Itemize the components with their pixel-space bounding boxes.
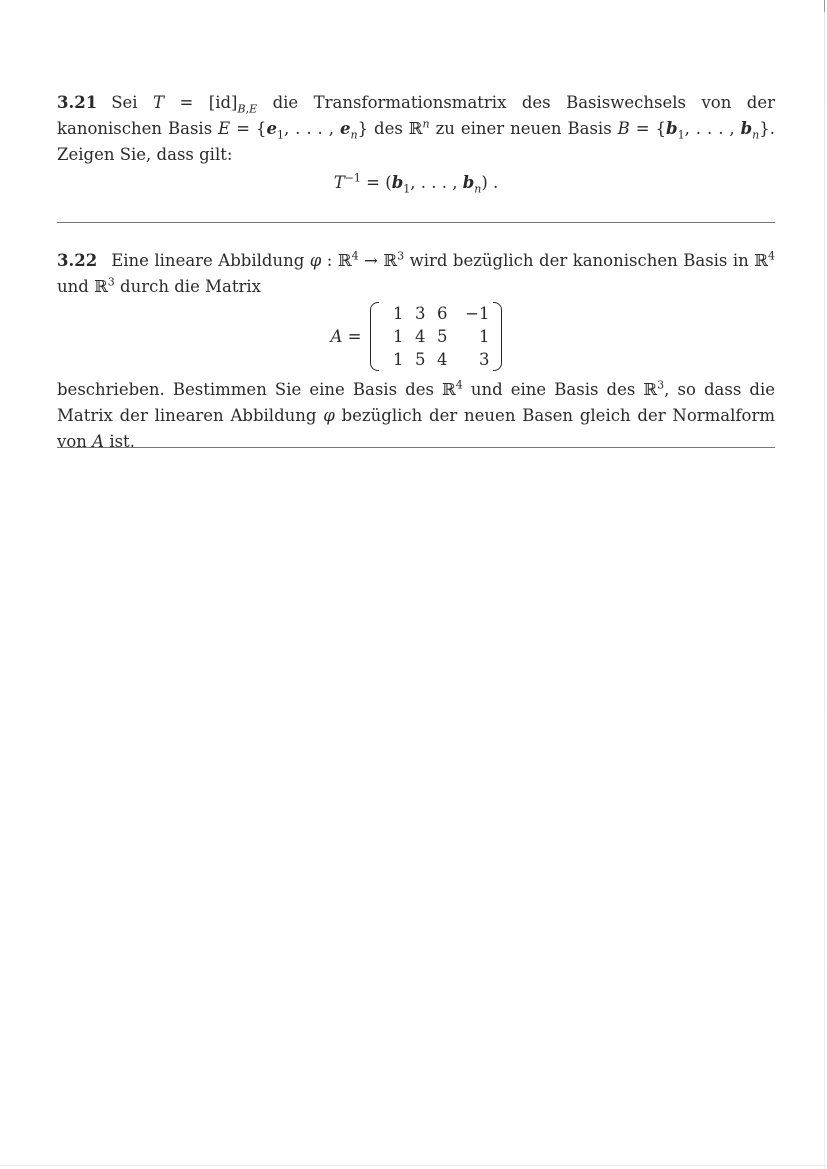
matrix-cell: 6	[437, 304, 448, 323]
separator-line	[57, 222, 775, 223]
matrix-cell: 5	[437, 327, 448, 346]
matrix-cell: 5	[415, 350, 426, 369]
problem-number: 3.21	[57, 93, 98, 112]
display-equation: $T^{-1} = (b_1$, . . . , $b_n$) .	[333, 171, 499, 196]
math-inline: ℝ$^3$	[643, 378, 665, 399]
matrix-cell: 1	[393, 304, 404, 323]
problem-3-22-statement: 3.22 Eine lineare Abbildung φ : ℝ$^4$ → ℝ$^3$ wird bezüglich der kanonischen Basis in ℝ$^4$ und ℝ$^3$ durch die Matrix	[57, 249, 775, 296]
math-inline: ℝ$^4$	[442, 378, 463, 399]
matrix-cell: 3	[415, 304, 426, 323]
math-inline: $T = [id]_{B,E}$	[153, 93, 258, 116]
right-bracket	[493, 302, 502, 371]
math-inline: φ	[323, 406, 335, 425]
separator-line	[57, 447, 775, 448]
matrix-cell: 4	[437, 350, 448, 369]
matrix-cell: 4	[415, 327, 426, 346]
matrix-equation	[57, 302, 775, 371]
scan-edge-bottom	[0, 1165, 827, 1166]
math-inline: ℝ$^3$	[94, 275, 115, 296]
scan-edge	[824, 0, 825, 1169]
math-inline: ℝ$^4$	[754, 249, 775, 270]
problem-3-22	[57, 248, 775, 455]
problem-number: 3.22	[57, 251, 98, 270]
math-inline: ℝ$^n$	[408, 117, 430, 138]
matrix-cell: 1	[479, 327, 490, 346]
matrix-cell: 1	[393, 350, 404, 369]
problem-3-21	[57, 90, 775, 200]
matrix-cell: −1	[465, 304, 490, 323]
matrix-label: A =	[330, 326, 362, 346]
matrix-cell: 1	[393, 327, 404, 346]
problem-3-21-statement: 3.21 Sei $T = [id]_{B,E}$ die Transformationsmatrix des Basiswechsels von der kanonischen Basis $E = \{e_1$, . . . , $e_n$} des ℝ$^n$ zu einer neuen Basis $B = \{b_1$, . . . , $b_n$}. Zeigen Sie, dass gilt:	[57, 93, 776, 164]
math-inline: A	[92, 432, 105, 451]
math-inline: $B = \{b_1$, . . . , $b_n$}	[617, 119, 770, 142]
matrix-cell: 3	[479, 350, 490, 369]
math-inline: $E = \{e_1$, . . . , $e_n$}	[218, 119, 369, 142]
left-bracket	[370, 302, 379, 371]
math-inline: φ : ℝ$^4$ → ℝ$^3$	[309, 249, 405, 270]
problem-3-22-continuation: beschrieben. Bestimmen Sie eine Basis des ℝ$^4$ und eine Basis des ℝ$^3$, so dass die Matrix der linearen Abbildung φ bezüglich der neuen Basen gleich der Normalform von A ist.	[57, 378, 775, 451]
matrix-a	[370, 302, 502, 371]
